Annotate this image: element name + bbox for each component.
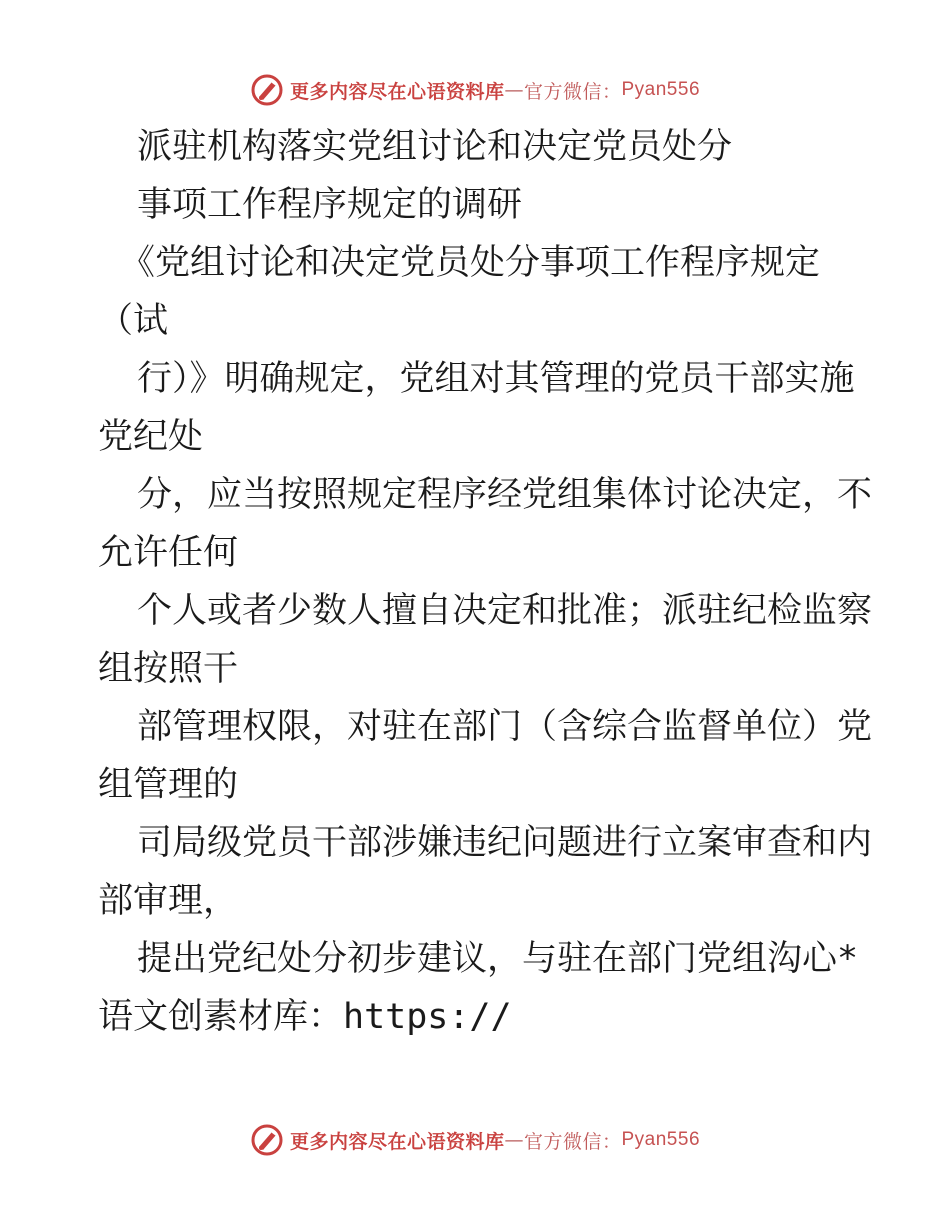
banner-wechat-id: Pyan556 xyxy=(621,79,701,100)
text-line: 允许任何 xyxy=(98,533,239,573)
banner-wechat-label: 官方微信： xyxy=(523,1130,622,1153)
text-line: 组管理的 xyxy=(98,765,239,805)
text-line: 语文创素材库：https:// xyxy=(98,997,512,1037)
header-banner xyxy=(0,70,950,110)
banner-brand: 更多内容尽在心语资料库 xyxy=(289,1130,505,1153)
banner-wechat-id: Pyan556 xyxy=(621,1129,701,1150)
text-line: 党纪处 xyxy=(98,417,204,457)
text-line: 分，应当按照规定程序经党组集体讨论决定，不 xyxy=(137,475,873,515)
text-line: 派驻机构落实党组讨论和决定党员处分 xyxy=(137,127,733,167)
text-line: 组按照干 xyxy=(98,649,239,689)
banner-separator: — xyxy=(504,1129,524,1151)
footer-banner xyxy=(0,1120,950,1160)
text-line: 行）》明确规定，党组对其管理的党员干部实施 xyxy=(137,359,855,399)
text-line: （试 xyxy=(98,301,169,341)
text-line: 事项工作程序规定的调研 xyxy=(137,185,523,225)
text-line: 部管理权限，对驻在部门（含综合监督单位）党 xyxy=(137,707,873,747)
text-line: 《党组讨论和决定党员处分事项工作程序规定 xyxy=(120,243,821,283)
text-line: 部审理， xyxy=(98,881,239,921)
logo-icon xyxy=(250,1123,284,1157)
text-line: 个人或者少数人擅自决定和批准；派驻纪检监察 xyxy=(137,591,873,631)
banner-separator: — xyxy=(504,79,524,101)
banner-wechat-label: 官方微信： xyxy=(523,80,622,103)
logo-icon xyxy=(250,73,284,107)
text-line: 提出党纪处分初步建议，与驻在部门党组沟心* xyxy=(137,939,859,979)
text-line: 司局级党员干部涉嫌违纪问题进行立案审查和内 xyxy=(137,823,873,863)
banner-brand: 更多内容尽在心语资料库 xyxy=(289,80,505,103)
